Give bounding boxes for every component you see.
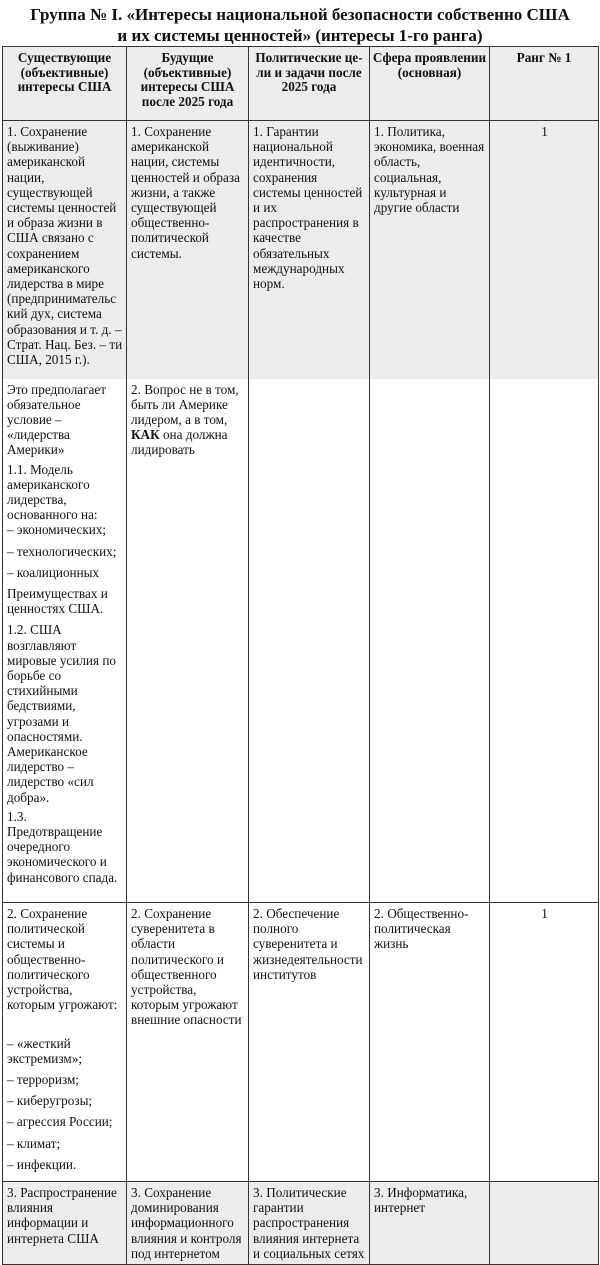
list-item: – экономических; <box>7 522 107 538</box>
row2b-rank <box>490 1033 599 1182</box>
list-item: – технологических; <box>7 543 117 559</box>
list-item: – коалиционных <box>7 564 100 580</box>
row2b-sphere <box>370 1033 490 1182</box>
row1b-future-text-a: 2. Вопрос не в том, быть ли Америке лидером, а в том, <box>131 381 239 427</box>
list-item: Преимуществах и ценностях США. <box>7 585 108 617</box>
list-item: – инфекции. <box>7 1156 77 1172</box>
table-row <box>3 1033 599 1182</box>
row1-rank: 1 <box>490 121 599 379</box>
table-row <box>3 1181 599 1264</box>
list-item: – агрессия России; <box>7 1114 113 1130</box>
header-political-goals: Политические це-ли и задачи после 2025 года <box>249 47 370 121</box>
header-sphere: Сфера проявлении (основная) <box>370 47 490 121</box>
interests-table <box>2 46 599 1265</box>
row2b-future <box>127 1033 249 1182</box>
table-row <box>3 903 599 1033</box>
row3-future: 3. Сохранение доминирования информационного влияния и контроля под интернетом <box>127 1181 249 1264</box>
header-rank: Ранг № 1 <box>490 47 599 121</box>
list-item: – климат; <box>7 1135 61 1151</box>
header-existing-interests: Существующие (объективные) интересы США <box>3 47 127 121</box>
row1b-point-1-1: 1.1. Модель американского лидерства, основанного на: <box>7 461 98 523</box>
title-line-2: и их системы ценностей» (интересы 1-го ранга) <box>117 26 483 45</box>
row1b-future-text-b: она должна лидировать <box>131 427 228 458</box>
table-row <box>3 121 599 379</box>
row1b-future <box>127 379 249 903</box>
table-row <box>3 379 599 903</box>
list-item: – «жесткий экстремизм»; <box>7 1035 82 1066</box>
row2b-goals <box>249 1033 370 1182</box>
row3-goals: 3. Политические гарантии распространения влияния интернета и социальных сетях <box>249 1181 370 1264</box>
row1-goals: 1. Гарантии национальной идентичности, сохранения системы ценностей и их распространения в качестве обязательных международных норм. <box>249 121 370 379</box>
row2b-existing <box>3 1033 127 1182</box>
list-item: – киберугрозы; <box>7 1093 93 1109</box>
row3-rank <box>490 1181 599 1264</box>
row1b-intro: Это предполагает обязательное условие – «лидерства Америки» <box>7 381 107 458</box>
list-item: – терроризм; <box>7 1071 79 1087</box>
header-future-interests: Будущие (объективные) интересы США после 2025 года <box>127 47 249 121</box>
row1-sphere: 1. Политика, экономика, военная область, социальная, культурная и другие области <box>370 121 490 379</box>
row2-rank: 1 <box>490 903 599 1033</box>
row3-sphere: 3. Информатика, интернет <box>370 1181 490 1264</box>
row2-sphere: 2. Общественно-политическая жизнь <box>370 903 490 1033</box>
row1b-sphere <box>370 379 490 903</box>
row2-goals: 2. Обеспечение полного суверенитета и жизнедеятельности институтов <box>249 903 370 1033</box>
title-line-1: Группа № I. «Интересы национальной безопасности собственно США <box>30 5 570 24</box>
row2-future: 2. Сохранение суверенитета в области политического и общественного устройства, которым угрожают внешние опасности <box>127 903 249 1033</box>
row2-existing: 2. Сохранение политической системы и общественно-политического устройства, которым угрожают: <box>3 903 127 1033</box>
header-row <box>3 47 599 121</box>
row1-existing: 1. Сохранение (выживание) американской нации, существующей системы ценностей и образа жизни в США связано с сохранением американского лидерства в мире (предпринимательс кий дух, система образования и т. д. – Страт. Нац. Без. – ти США, 2015 г.). <box>3 121 127 379</box>
row3-existing: 3. Распространение влияния информации и интернета США <box>3 1181 127 1264</box>
row1b-existing <box>3 379 127 903</box>
row1b-point-1-2: 1.2. США возглавляют мировые усилия по борьбе со стихийными бедствиями, угрозами и опасностями. Американское лидерство – лидерство «сил добра». <box>7 622 116 805</box>
row1b-goals <box>249 379 370 903</box>
row1b-rank <box>490 379 599 903</box>
row1-future: 1. Сохранение американской нации, системы ценностей и образа жизни, а также существующей общественно-политической системы. <box>127 121 249 379</box>
table-title <box>0 0 600 46</box>
row1b-future-kak: КАК <box>131 427 160 443</box>
row1b-point-1-3: 1.3. Предотвращение очередного экономического и финансового спада. <box>7 808 118 885</box>
